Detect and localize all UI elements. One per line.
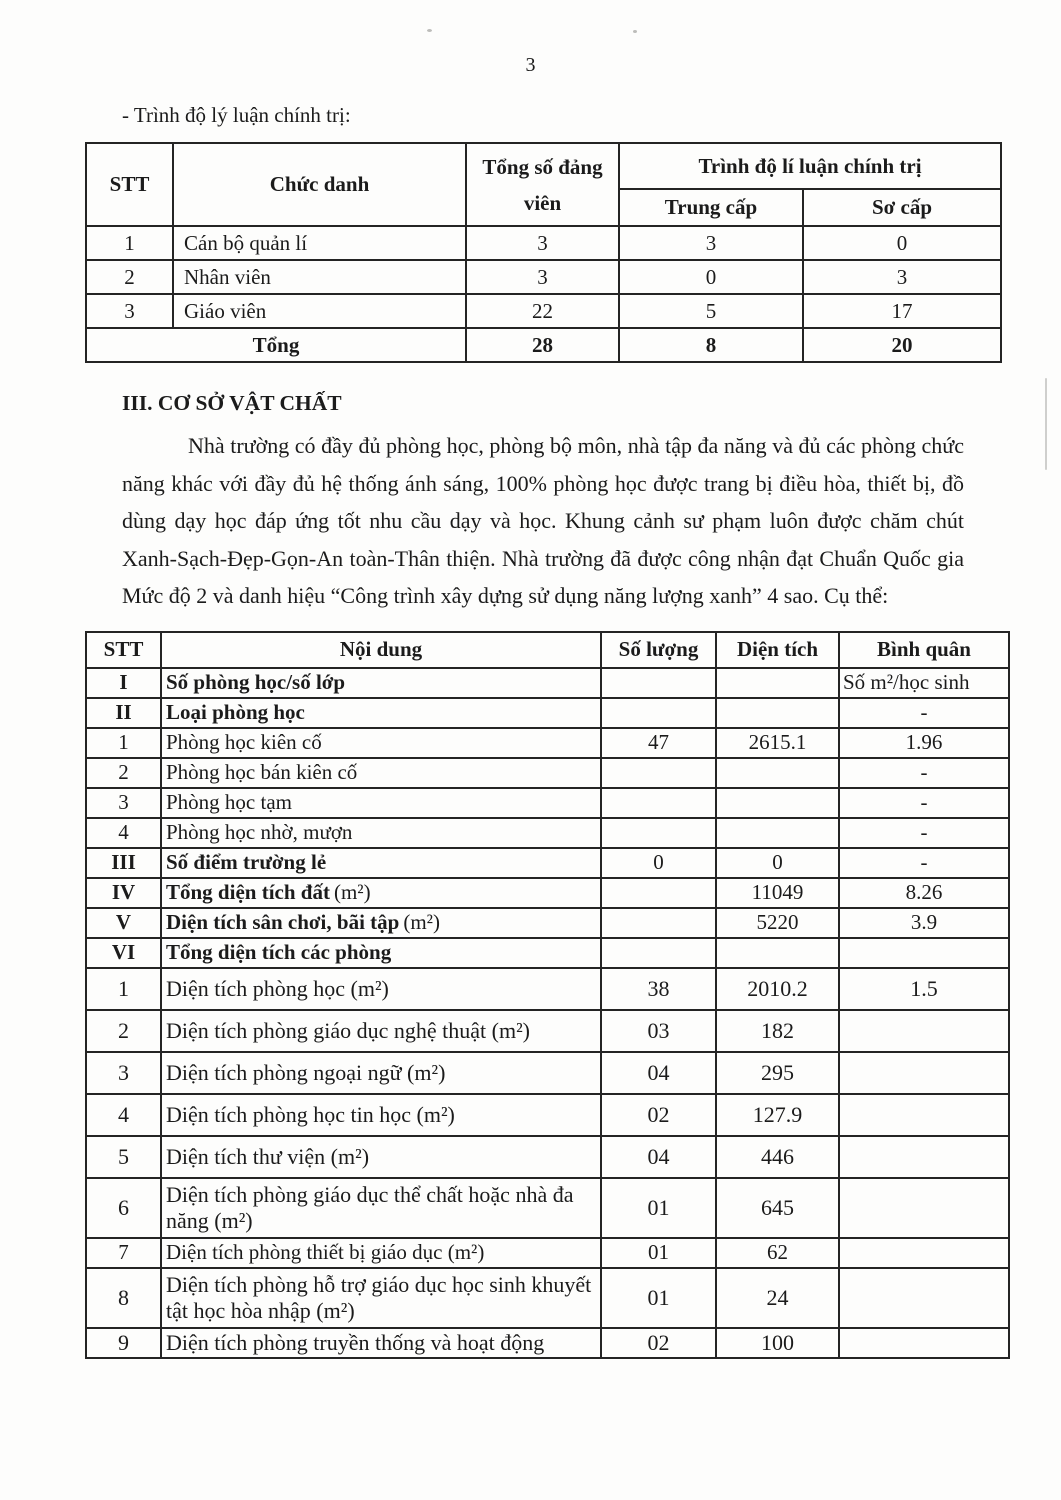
cell-average	[839, 1094, 1009, 1136]
cell-label	[161, 908, 601, 938]
cell-average	[839, 1010, 1009, 1052]
cell-elementary: 20	[803, 328, 1001, 362]
table-row	[86, 788, 1009, 818]
cell-stt: 1	[86, 968, 161, 1010]
header-average: Bình quân	[839, 632, 1009, 668]
page-number: 3	[525, 54, 536, 76]
cell-area: 127.9	[716, 1094, 839, 1136]
label-text: Số điểm trường lẻ	[166, 850, 327, 874]
table-row	[86, 668, 1009, 698]
cell-average	[839, 1178, 1009, 1238]
cell-label	[161, 1094, 601, 1136]
cell-quantity: 02	[601, 1328, 716, 1358]
cell-stt: 2	[86, 260, 173, 294]
label-text: Phòng học bán kiên cố	[166, 760, 358, 784]
cell-stt: 2	[86, 1010, 161, 1052]
cell-quantity: 03	[601, 1010, 716, 1052]
cell-stt: 7	[86, 1238, 161, 1268]
cell-stt: II	[86, 698, 161, 728]
cell-quantity	[601, 698, 716, 728]
cell-area	[716, 818, 839, 848]
facilities-paragraph: Nhà trường có đầy đủ phòng học, phòng bộ môn, nhà tập đa năng và đủ các phòng chức năng khác với đầy đủ hệ thống ánh sáng, 100% phòng học được trang bị điều hòa, thiết bị, đồ dùng dạy học đáp ứng tốt nhu cầu dạy và học. Khung cảnh sư phạm luôn được chăm chút Xanh-Sạch-Đẹp-Gọn-An toàn-Thân thiện. Nhà trường đã được công nhận đạt Chuẩn Quốc gia Mức độ 2 và danh hiệu “Công trình xây dựng sử dụng năng lượng xanh” 4 sao. Cụ thể:	[122, 433, 964, 608]
cell-stt: 8	[86, 1268, 161, 1328]
cell-label	[161, 818, 601, 848]
cell-stt: 3	[86, 294, 173, 328]
header-total-members: Tổng số đảng viên	[466, 143, 619, 226]
table-row	[86, 1238, 1009, 1268]
cell-average	[839, 938, 1009, 968]
scan-speck	[427, 29, 432, 32]
cell-stt: I	[86, 668, 161, 698]
cell-quantity: 01	[601, 1268, 716, 1328]
cell-stt: 4	[86, 1094, 161, 1136]
cell-area	[716, 698, 839, 728]
table-row	[86, 1136, 1009, 1178]
header-quantity: Số lượng	[601, 632, 716, 668]
cell-stt: 9	[86, 1328, 161, 1358]
label-text: Diện tích phòng giáo dục nghệ thuật (m²)	[166, 1017, 531, 1043]
cell-total: 3	[466, 260, 619, 294]
label-text: Diện tích phòng ngoại ngữ (m²)	[166, 1059, 446, 1085]
cell-intermediate: 0	[619, 260, 803, 294]
cell-average	[839, 1052, 1009, 1094]
cell-average: -	[839, 758, 1009, 788]
cell-average: -	[839, 698, 1009, 728]
table-row	[86, 1268, 1009, 1328]
cell-average	[839, 1238, 1009, 1268]
table-row	[86, 226, 1001, 260]
label-unit: (m²)	[333, 880, 371, 904]
cell-area: 100	[716, 1328, 839, 1358]
cell-label	[161, 758, 601, 788]
label-text: Diện tích phòng học tin học (m²)	[166, 1101, 455, 1127]
cell-label	[161, 1136, 601, 1178]
header-elementary: Sơ cấp	[803, 189, 1001, 226]
cell-stt: 4	[86, 818, 161, 848]
cell-quantity	[601, 878, 716, 908]
cell-label	[161, 968, 601, 1010]
table-row	[86, 1010, 1009, 1052]
cell-label	[161, 848, 601, 878]
cell-label	[161, 938, 601, 968]
cell-average: 1.96	[839, 728, 1009, 758]
cell-area: 2010.2	[716, 968, 839, 1010]
cell-stt: 1	[86, 728, 161, 758]
party-theory-intro: - Trình độ lý luận chính trị:	[122, 103, 351, 127]
cell-average: Số m²/học sinh	[839, 668, 1009, 698]
cell-area: 2615.1	[716, 728, 839, 758]
label-text: Phòng học tạm	[166, 790, 292, 814]
cell-total: 28	[466, 328, 619, 362]
cell-area: 11049	[716, 878, 839, 908]
facilities-table	[85, 631, 1010, 1359]
cell-elementary: 3	[803, 260, 1001, 294]
header-intermediate: Trung cấp	[619, 189, 803, 226]
cell-intermediate: 8	[619, 328, 803, 362]
header-area: Diện tích	[716, 632, 839, 668]
label-text: Phòng học kiên cố	[166, 730, 322, 754]
cell-area	[716, 668, 839, 698]
table-row	[86, 260, 1001, 294]
cell-label	[161, 788, 601, 818]
table-row	[86, 728, 1009, 758]
cell-area: 645	[716, 1178, 839, 1238]
cell-quantity	[601, 818, 716, 848]
cell-total: 22	[466, 294, 619, 328]
label-text: Số phòng học/số lớp	[166, 670, 346, 694]
cell-area	[716, 938, 839, 968]
cell-elementary: 0	[803, 226, 1001, 260]
table-row	[86, 938, 1009, 968]
cell-area: 0	[716, 848, 839, 878]
cell-quantity	[601, 758, 716, 788]
page-content	[85, 103, 1008, 1359]
cell-stt: V	[86, 908, 161, 938]
cell-quantity: 0	[601, 848, 716, 878]
cell-intermediate: 3	[619, 226, 803, 260]
cell-average	[839, 1328, 1009, 1358]
cell-stt: 3	[86, 1052, 161, 1094]
cell-stt: VI	[86, 938, 161, 968]
table-row	[86, 758, 1009, 788]
cell-area	[716, 788, 839, 818]
table-row	[86, 908, 1009, 938]
table-row	[86, 1094, 1009, 1136]
cell-average: 1.5	[839, 968, 1009, 1010]
label-text: Diện tích phòng giáo dục thể chất hoặc nhà đa năng (m²)	[166, 1181, 574, 1233]
table-row	[86, 968, 1009, 1010]
label-text: Loại phòng học	[166, 700, 305, 724]
header-stt: STT	[86, 143, 173, 226]
label-text: Diện tích phòng hỗ trợ giáo dục học sinh khuyết tật học hòa nhập (m²)	[166, 1271, 592, 1323]
table-row	[86, 698, 1009, 728]
cell-stt: 5	[86, 1136, 161, 1178]
table-row	[86, 1328, 1009, 1358]
cell-label	[161, 668, 601, 698]
table-total-row	[86, 328, 1001, 362]
cell-quantity	[601, 908, 716, 938]
cell-label	[161, 1052, 601, 1094]
cell-average	[839, 1136, 1009, 1178]
label-text: Phòng học nhờ, mượn	[166, 820, 353, 844]
header-stt: STT	[86, 632, 161, 668]
table-row	[86, 848, 1009, 878]
cell-total: 3	[466, 226, 619, 260]
table-row	[86, 1178, 1009, 1238]
cell-label	[161, 1328, 601, 1358]
cell-label	[161, 878, 601, 908]
cell-stt: III	[86, 848, 161, 878]
label-text: Tổng diện tích đất	[166, 880, 330, 904]
table-header-row	[86, 143, 1001, 189]
table-row	[86, 294, 1001, 328]
label-unit: (m²)	[403, 910, 440, 934]
cell-label	[161, 728, 601, 758]
label-text: Diện tích thư viện (m²)	[166, 1143, 370, 1169]
label-text: Diện tích phòng truyền thống và hoạt động	[166, 1329, 545, 1355]
scan-speck	[633, 30, 637, 33]
label-text: Diện tích phòng học (m²)	[166, 975, 389, 1001]
cell-area: 295	[716, 1052, 839, 1094]
cell-average: -	[839, 788, 1009, 818]
cell-quantity: 01	[601, 1178, 716, 1238]
cell-quantity	[601, 788, 716, 818]
label-text: Tổng diện tích các phòng	[166, 940, 392, 964]
cell-quantity	[601, 938, 716, 968]
party-theory-table	[85, 142, 1002, 363]
cell-area: 446	[716, 1136, 839, 1178]
cell-label	[161, 1268, 601, 1328]
cell-label	[161, 1010, 601, 1052]
cell-stt: IV	[86, 878, 161, 908]
cell-average: 8.26	[839, 878, 1009, 908]
cell-position: Cán bộ quản lí	[173, 226, 466, 260]
cell-quantity: 02	[601, 1094, 716, 1136]
cell-position: Giáo viên	[173, 294, 466, 328]
cell-average: -	[839, 848, 1009, 878]
cell-label	[161, 1178, 601, 1238]
scan-artifact-line	[1045, 378, 1047, 470]
cell-average: 3.9	[839, 908, 1009, 938]
label-text: Diện tích sân chơi, bãi tập	[166, 910, 400, 934]
section-heading-facilities: III. CƠ SỞ VẬT CHẤT	[122, 391, 342, 415]
cell-stt: 2	[86, 758, 161, 788]
cell-quantity: 04	[601, 1052, 716, 1094]
cell-quantity: 01	[601, 1238, 716, 1268]
cell-area: 182	[716, 1010, 839, 1052]
cell-position: Nhân viên	[173, 260, 466, 294]
cell-elementary: 17	[803, 294, 1001, 328]
cell-average: -	[839, 818, 1009, 848]
cell-intermediate: 5	[619, 294, 803, 328]
cell-total-label: Tổng	[86, 328, 466, 362]
cell-area: 5220	[716, 908, 839, 938]
table-row	[86, 878, 1009, 908]
cell-label	[161, 698, 601, 728]
cell-average	[839, 1268, 1009, 1328]
table-header-row	[86, 632, 1009, 668]
cell-area	[716, 758, 839, 788]
cell-area: 24	[716, 1268, 839, 1328]
header-theory-level: Trình độ lí luận chính trị	[619, 143, 1001, 189]
table-row	[86, 818, 1009, 848]
cell-quantity: 04	[601, 1136, 716, 1178]
header-content: Nội dung	[161, 632, 601, 668]
table-row	[86, 1052, 1009, 1094]
cell-quantity: 47	[601, 728, 716, 758]
label-text: Diện tích phòng thiết bị giáo dục (m²)	[166, 1240, 485, 1264]
cell-quantity	[601, 668, 716, 698]
cell-stt: 3	[86, 788, 161, 818]
header-position: Chức danh	[173, 143, 466, 226]
cell-quantity: 38	[601, 968, 716, 1010]
cell-label	[161, 1238, 601, 1268]
cell-stt: 6	[86, 1178, 161, 1238]
cell-area: 62	[716, 1238, 839, 1268]
cell-stt: 1	[86, 226, 173, 260]
